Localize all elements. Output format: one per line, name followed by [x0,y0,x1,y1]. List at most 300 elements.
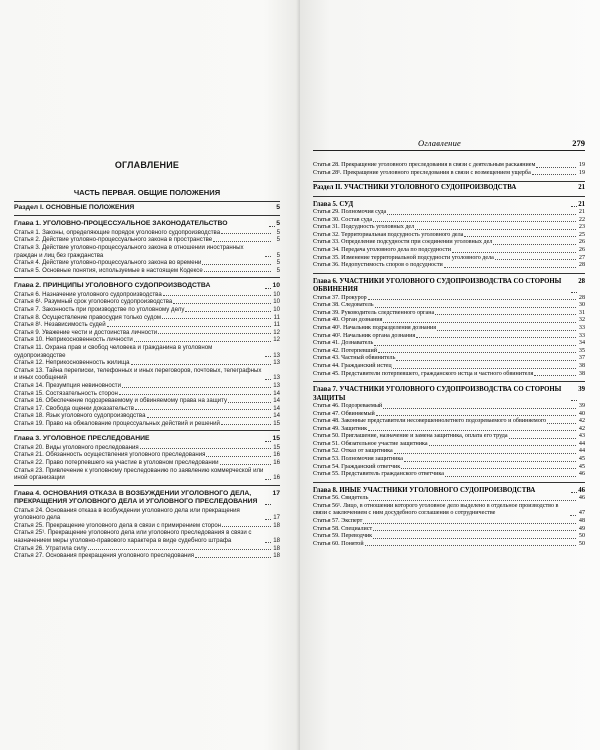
toc-entry-page: 5 [276,266,280,274]
toc-leader-dots [374,345,576,346]
toc-entry [313,355,585,363]
toc-entry [313,162,585,170]
toc-entry-label: Статья 26. Утратила силу [14,544,87,552]
chapter-heading [14,435,280,443]
toc-entry-label: Статья 10. Неприкосновенность личности [14,336,133,344]
chapter-rule [14,215,280,216]
toc-entry-page: 44 [578,440,585,447]
toc-leader-dots [265,435,271,441]
toc-entry [14,545,280,553]
toc-entry [313,503,585,518]
toc-entry [14,359,280,367]
toc-entry [14,298,280,306]
toc-entry-page: 25 [578,231,585,238]
chapter-rule [313,273,585,274]
toc-leader-dots [375,307,576,308]
toc-entry-page: 16 [273,459,280,467]
chapter-title: Глава 5. СУД [313,200,354,208]
toc-entry-label: Статья 39. Руководитель следственного органа [313,309,435,316]
toc-entry [14,329,280,337]
toc-leader-dots [547,423,576,424]
toc-entry-page: 39 [578,402,585,409]
toc-entry-label: Статья 40². Начальник органа дознания [313,332,416,339]
toc-entry-page: 38 [578,370,585,377]
toc-entry [313,456,585,464]
toc-entry-label: Статья 19. Право на обжалование процессуальных действий и решений [14,419,220,427]
toc-entry [14,529,280,544]
toc-entry-page: 37 [578,355,585,362]
chapter-block [14,430,280,481]
toc-entry-page: 21 [578,209,585,215]
chapter-page: 10 [272,282,280,290]
toc-entry-label: Статья 40¹. Начальник подразделения дознания [313,324,437,331]
toc-entry-label: Статья 51. Обязательное участие защитника [313,440,428,447]
toc-entry [313,371,585,379]
toc-entry-page: 13 [273,381,280,389]
toc-entry-label: Статья 49. Защитник [313,425,368,432]
toc-entry [14,259,280,267]
toc-entry [313,340,585,348]
toc-leader-dots [202,264,271,265]
toc-entry [313,262,585,270]
toc-entry [313,448,585,456]
toc-entry-page: 5 [276,259,280,267]
toc-leader-dots [393,368,576,369]
toc-entry-label: Статья 40. Орган дознания [313,317,383,324]
toc-entry-label: Статья 56. Свидетель [313,495,369,502]
toc-entry-label: Статья 33. Определение подсудности при соединении уголовных дел [313,239,493,246]
toc-entry [14,244,280,259]
toc-entry [14,397,280,405]
toc-leader-dots [122,387,271,388]
toc-entry [313,441,585,449]
toc-entry [313,433,585,441]
toc-entry-page: 12 [273,336,280,344]
toc-entry [14,336,280,344]
toc-entry [313,295,585,303]
toc-entry-label: Статья 15. Состязательность сторон [14,389,118,397]
toc-entry-label: Статья 6. Назначение уголовного судопроизводства [14,290,162,298]
chapter-heading [14,490,280,507]
toc-entry-label: Статья 31. Подсудность уголовных дел [313,224,415,231]
toc-entry-label: Статья 5. Основные понятия, используемые в настоящем Кодексе [14,266,203,274]
chapter-title: Глава 8. ИНЫЕ УЧАСТНИКИ УГОЛОВНОГО СУДОПРОИЗВОДСТВА [313,486,536,494]
toc-leader-dots [571,487,577,493]
toc-entry-label: Статья 38. Следователь [313,302,374,309]
toc-entry-label: Статья 25. Прекращение уголовного дела в связи с примирением сторон [14,521,222,529]
toc-entry [14,405,280,413]
toc-entry-page: 43 [578,433,585,440]
section-heading-2 [313,184,585,192]
toc-entry-page: 13 [273,359,280,367]
toc-leader-dots [373,221,576,222]
toc-entry-page: 14 [273,412,280,420]
toc-entry-page: 31 [578,309,585,316]
page-number: 279 [572,138,585,148]
chapter-heading [313,487,585,495]
toc-leader-dots [131,364,271,365]
toc-entry-page: 5 [276,251,280,259]
toc-entry [313,239,585,247]
toc-leader-dots [204,271,271,272]
chapter-page: 39 [578,386,585,394]
toc-leader-dots [368,299,576,300]
toc-entry-label: Статья 18. Язык уголовного судопроизводства [14,412,146,420]
toc-leader-dots [536,167,576,168]
toc-entry [313,217,585,225]
toc-entry-page: 12 [273,328,280,336]
toc-entry-page: 22 [578,216,585,223]
toc-entry-page: 33 [578,324,585,331]
toc-entry-label: Статья 13. Тайна переписки, телефонных и иных переговоров, почтовых, телеграфных и иных сообщений [14,366,262,382]
toc-leader-dots [493,244,576,245]
toc-entry [313,310,585,318]
toc-entry-page: 46 [578,471,585,478]
toc-entry-label: Статья 4. Действие уголовно-процессуального закона во времени [14,259,202,267]
toc-entry-page: 35 [578,347,585,354]
toc-entry [14,444,280,452]
toc-leader-dots [445,476,576,477]
toc-leader-dots [376,415,576,416]
running-title: Оглавление [418,138,462,148]
toc-entry-page: 42 [578,418,585,425]
toc-entry-page: 28 [578,294,585,301]
toc-entry-label: Статья 37. Прокурор [313,294,367,301]
right-chapters [313,196,585,549]
toc-entry-label: Статья 55. Представитель гражданского ответчика [313,471,444,478]
toc-leader-dots [571,386,577,401]
toc-leader-dots [220,464,271,465]
toc-entry-page: 47 [578,510,585,517]
toc-entry-label: Статья 36. Недопустимость споров о подсудности [313,262,443,269]
toc-entry-page: 34 [578,340,585,347]
toc-entry [14,314,280,322]
toc-entry-page: 16 [273,451,280,459]
toc-leader-dots [222,526,271,527]
part-title: ЧАСТЬ ПЕРВАЯ. ОБЩИЕ ПОЛОЖЕНИЯ [73,188,221,197]
toc-entry-page: 44 [578,448,585,455]
toc-entry-label: Статья 42. Потерпевший [313,347,378,354]
toc-leader-dots [368,430,576,431]
toc-entry-label: Статья 20. Виды уголовного преследования [14,443,139,451]
section-rule-2 [313,181,585,182]
toc-leader-dots [401,468,576,469]
toc-entry [14,367,280,382]
chapter-heading [14,282,280,290]
toc-leader-dots [213,241,271,242]
toc-leader-dots [265,519,271,520]
toc-leader-dots [265,356,271,357]
toc-leader-dots [570,515,576,516]
toc-entry [313,541,585,549]
toc-leader-dots [509,438,576,439]
toc-leader-dots [373,538,576,539]
toc-entry [14,467,280,482]
toc-leader-dots [383,408,576,409]
toc-leader-dots [265,479,271,480]
toc-entry-label: Статья 3. Действие уголовно-процессуального закона в отношении иностранных граждан и лиц без гражданства [14,244,244,259]
toc-leader-dots [437,330,576,331]
chapter-rule [14,277,280,278]
toc-leader-dots [195,557,271,558]
toc-leader-dots [571,201,577,207]
chapter-rule [313,196,585,197]
toc-entry-page: 14 [273,389,280,397]
toc-entry [313,247,585,255]
chapter-block [313,381,585,479]
chapter-rule [14,485,280,486]
toc-entry-label: Статья 34. Передача уголовного дела по подсудности [313,246,451,253]
chapter-heading [313,386,585,403]
toc-entry-label: Статья 1. Законы, определяющие порядок уголовного судопроизводства [14,228,221,236]
header-rule [313,150,585,151]
toc-entry-page: 30 [578,302,585,309]
toc-entry-label: Статья 8¹. Независимость судей [14,321,106,329]
toc-leader-dots [206,456,271,457]
toc-entry [313,518,585,526]
toc-leader-dots [464,236,576,237]
toc-entry-label: Статья 56¹. Лицо, в отношении которого уголовное дело выделено в отдельное производство в связи с заключением с ним досудебного соглашения о сотрудничестве [313,502,559,517]
toc-leader-dots [435,314,576,315]
toc-entry-label: Статья 9. Уважение чести и достоинства личности [14,328,158,336]
toc-leader-dots [373,530,576,531]
toc-entry-label: Статья 57. Эксперт [313,518,363,525]
toc-entry-page: 5 [276,228,280,236]
toc-leader-dots [383,322,576,323]
toc-entry-page: 14 [273,397,280,405]
toc-entry-label: Статья 43. Частный обвинитель [313,355,396,362]
toc-leader-dots [369,500,576,501]
toc-entry-page: 10 [273,298,280,306]
toc-entry-page: 32 [578,317,585,324]
toc-leader-dots [140,448,271,449]
toc-entry-page: 13 [273,351,280,359]
toc-entry [313,411,585,419]
toc-leader-dots [396,360,576,361]
toc-leader-dots [394,453,576,454]
toc-entry-label: Статья 8. Осуществление правосудия только судом [14,313,162,321]
toc-entry-label: Статья 23. Привлечение к уголовному преследованию по заявлению коммерческой или иной организации [14,466,264,482]
toc-leader-dots [387,214,576,215]
chapter-page: 21 [578,200,585,208]
left-chapters [14,215,280,559]
toc-entry-page: 19 [578,162,585,168]
toc-entry [313,224,585,232]
toc-entry [14,390,280,398]
toc-entry [313,170,585,178]
toc-entry-page: 38 [578,362,585,369]
toc-leader-dots [185,311,271,312]
toc-leader-dots [134,341,271,342]
chapter-rule [313,482,585,483]
toc-entry-label: Статья 11. Охрана прав и свобод человека и гражданина в уголовном судопроизводстве [14,343,213,359]
toc-entry-label: Статья 12. Неприкосновенность жилища [14,359,130,367]
chapter-title: Глава 7. УЧАСТНИКИ УГОЛОВНОГО СУДОПРОИЗВОДСТВА СО СТОРОНЫ ЗАЩИТЫ [313,386,562,402]
chapter-title: Глава 6. УЧАСТНИКИ УГОЛОВНОГО СУДОПРОИЗВОДСТВА СО СТОРОНЫ ОБВИНЕНИЯ [313,277,562,294]
toc-leader-dots [534,375,576,376]
toc-entry-page: 18 [273,521,280,529]
toc-entry-page: 18 [273,544,280,552]
chapter-block [14,485,280,560]
toc-entry [14,306,280,314]
toc-entry-label: Статья 35. Изменение территориальной подсудности уголовного дела [313,254,494,261]
toc-entry [14,382,280,390]
toc-leader-dots [162,318,271,319]
toc-entry [313,363,585,371]
toc-entry [313,403,585,411]
toc-entry-page: 45 [578,456,585,463]
toc-entry [313,471,585,479]
toc-entry [313,464,585,472]
chapter-block [14,215,280,274]
toc-entry-label: Статья 48. Законные представители несовершеннолетнего подозреваемого и обвиняемого [313,418,547,425]
toc-entry-label: Статья 53. Полномочия защитника [313,456,403,463]
toc-entry-page: 18 [273,552,280,560]
toc-entry-label: Статья 16. Обеспечение подозреваемому и обвиняемому права на защиту [14,397,228,405]
chapter-rule [14,430,280,431]
toc-entry-label: Статья 14. Презумпция невиновности [14,381,121,389]
toc-entry-label: Статья 7. Законность при производстве по уголовному делу [14,305,185,313]
toc-leader-dots [365,545,576,546]
toc-entry-page: 11 [273,313,280,321]
toc-leader-dots [571,278,577,293]
toc-entry [14,451,280,459]
toc-entry-label: Статья 28¹. Прекращение уголовного преследования в связи с возмещением ущерба [313,169,531,176]
chapter-title: Глава 2. ПРИНЦИПЫ УГОЛОВНОГО СУДОПРОИЗВОДСТВА [14,282,211,290]
toc-leader-dots [415,229,576,230]
toc-entry-page: 50 [578,540,585,547]
toc-entry [313,255,585,263]
toc-leader-dots [363,523,576,524]
section-heading-2-text: Раздел II. УЧАСТНИКИ УГОЛОВНОГО СУДОПРОИЗВОДСТВА [313,184,517,192]
toc-entry [313,302,585,310]
toc-entry-page: 10 [273,290,280,298]
chapter-page: 15 [272,435,280,443]
toc-entry-page: 26 [578,246,585,253]
toc-entry-label: Статья 2. Действие уголовно-процессуального закона в пространстве [14,236,213,244]
toc-entry-label: Статья 50. Приглашение, назначение и замена защитника, оплата его труда [313,433,508,440]
chapter-block [313,482,585,549]
toc-entry-page: 49 [578,525,585,532]
toc-entry-page: 50 [578,533,585,540]
toc-leader-dots [135,409,271,410]
toc-entry [14,412,280,420]
toc-entry-page: 10 [273,305,280,313]
toc-leader-dots [158,333,271,334]
toc-leader-dots [163,295,271,296]
toc-entry-label: Статья 17. Свобода оценки доказательств [14,404,134,412]
toc-entry [14,459,280,467]
toc-entry [313,333,585,341]
chapter-block [313,196,585,270]
toc-entry-label: Статья 29. Полномочия суда [313,209,387,215]
toc-entry-label: Статья 25¹. Прекращение уголовного дела или уголовного преследования в связи с назначением меры уголовно-правового характера в виде судебного штрафа [14,529,252,545]
toc-entry-page: 14 [273,404,280,412]
toc-entry-page: 48 [578,518,585,525]
toc-leader-dots [269,220,275,226]
chapter-title: Глава 4. ОСНОВАНИЯ ОТКАЗА В ВОЗБУЖДЕНИИ УГОЛОВНОГО ДЕЛА, ПРЕКРАЩЕНИЯ УГОЛОВНОГО ДЕЛА И УГОЛОВНОГО ПРЕСЛЕДОВАНИЯ [14,489,258,506]
toc-entry-page: 45 [578,463,585,470]
toc-entry-label: Статья 6¹. Разумный срок уголовного судопроизводства [14,298,173,306]
toc-entry [14,552,280,560]
toc-entry-label: Статья 46. Подозреваемый [313,402,383,409]
toc-leader-dots [378,352,576,353]
chapter-heading [14,220,280,228]
chapter-block [14,277,280,427]
chapter-heading [313,278,585,295]
toc-leader-dots [444,267,576,268]
toc-entry-label: Статья 54. Гражданский ответчик [313,463,401,470]
toc-entry-page: 18 [273,537,280,545]
toc-leader-dots [228,402,271,403]
toc-leader-dots [221,233,271,234]
toc-leader-dots [147,417,272,418]
right-top-entries [313,162,585,177]
toc-leader-dots [416,337,576,338]
toc-leader-dots [119,394,271,395]
toc-entry-label: Статья 22. Право потерпевшего на участие в уголовном преследовании [14,459,219,467]
toc-entry [14,507,280,522]
toc-entry-page: 23 [578,224,585,231]
toc-leader-dots [265,379,271,380]
toc-entry [313,495,585,503]
toc-entry [313,533,585,541]
toc-leader-dots [221,424,271,425]
toc-leader-dots [265,256,271,257]
chapter-heading [313,201,585,209]
toc-entry [313,232,585,240]
toc-leader-dots [495,259,576,260]
toc-entry [14,321,280,329]
toc-leader-dots [452,252,576,253]
toc-entry [14,420,280,428]
chapter-title: Глава 1. УГОЛОВНО-ПРОЦЕССУАЛЬНОЕ ЗАКОНОДАТЕЛЬСТВО [14,220,228,228]
toc-entry-page: 19 [578,169,585,176]
chapter-block [313,273,585,378]
toc-entry [14,291,280,299]
toc-entry-label: Статья 44. Гражданский истец [313,362,392,369]
toc-leader-dots [265,490,271,505]
toc-leader-dots [265,542,271,543]
toc-entry-page: 13 [273,374,280,382]
section-heading-page: 5 [276,204,280,211]
toc-entry-label: Статья 24. Основания отказа в возбуждении уголовного дела или прекращения уголовного дела [14,506,240,522]
chapter-title: Глава 3. УГОЛОВНОЕ ПРЕСЛЕДОВАНИЕ [14,435,150,443]
toc-leader-dots [429,445,576,446]
running-head [313,138,585,150]
toc-entry-page: 42 [578,425,585,432]
chapter-page: 17 [272,489,280,497]
toc-entry-page: 28 [578,262,585,269]
toc-entry [14,236,280,244]
section-rule [14,201,280,202]
toc-entry-label: Статья 47. Обвиняемый [313,410,375,417]
toc-entry-page: 33 [578,332,585,339]
section-heading-2-page: 21 [578,184,585,192]
toc-entry [313,317,585,325]
toc-entry-label: Статья 28. Прекращение уголовного преследования в связи с деятельным раскаянием [313,162,536,168]
toc-entry-label: Статья 60. Понятой [313,540,364,547]
toc-entry-page: 5 [276,236,280,244]
toc-entry-label: Статья 59. Переводчик [313,533,373,540]
toc-entry-label: Статья 32. Территориальная подсудность уголовного дела [313,231,464,238]
toc-leader-dots [173,303,271,304]
toc-entry [313,209,585,217]
toc-leader-dots [532,174,576,175]
toc-entry-label: Статья 41. Дознаватель [313,340,374,347]
toc-entry-page: 46 [578,495,585,502]
toc-entry-page: 15 [273,443,280,451]
